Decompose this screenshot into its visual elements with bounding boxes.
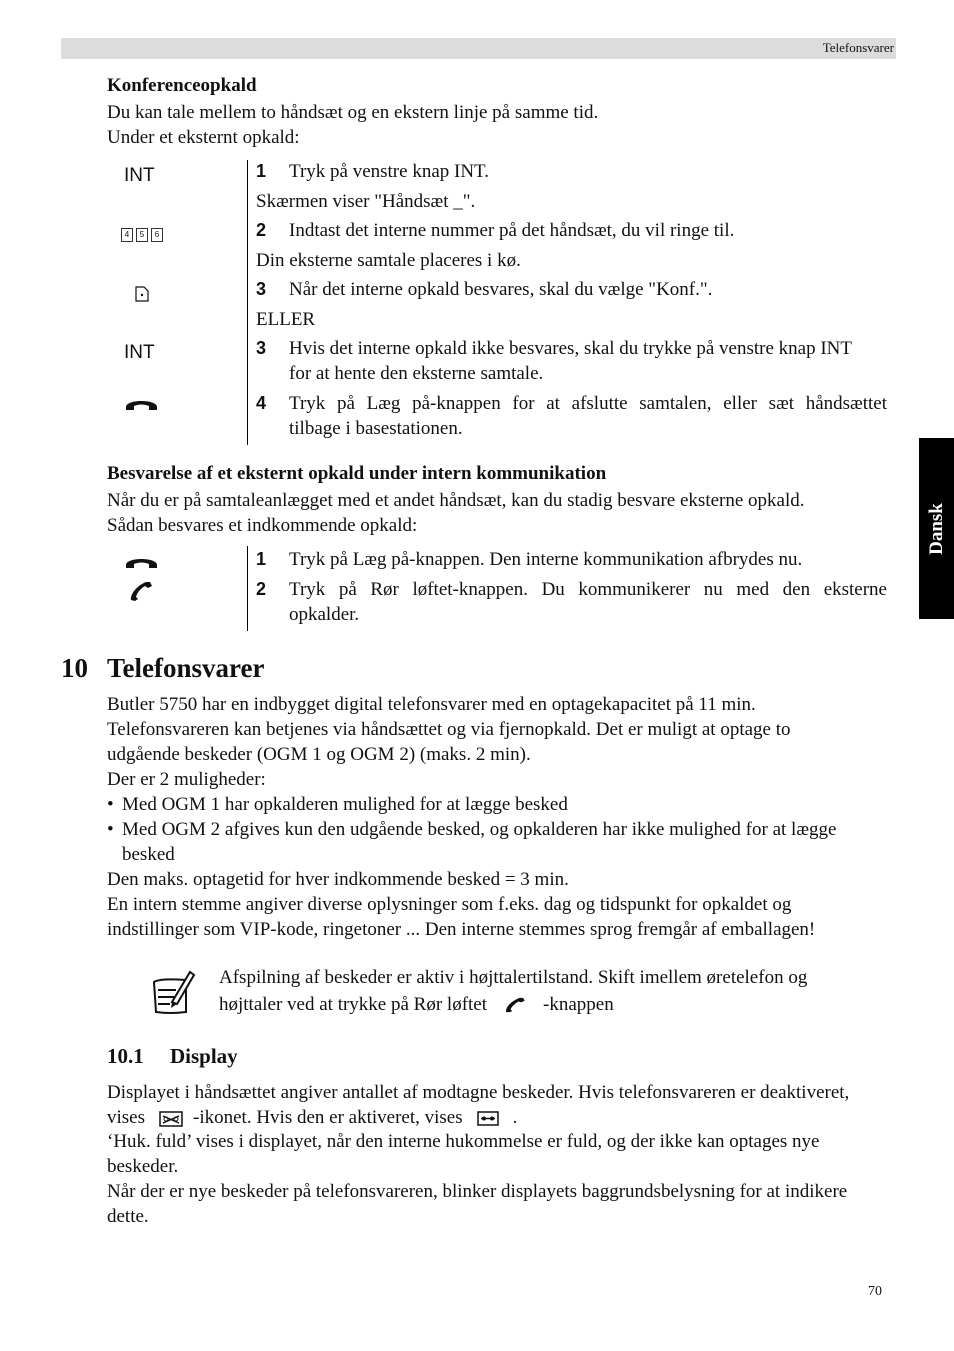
- note-line-2-start: højttaler ved at trykke på Rør løftet: [219, 994, 488, 1015]
- step-number: 4: [256, 393, 267, 413]
- answer-external-intro-1: Når du er på samtaleanlægget med et andet håndsæt, kan du stadig besvare eksterne opkald.: [107, 490, 805, 511]
- step-text-line-1: Hvis det interne opkald ikke besvares, skal du trykke på venstre knap INT: [289, 338, 852, 359]
- softkey-icon: [135, 286, 149, 302]
- answer-step-2: [256, 577, 887, 627]
- conference-step-3: [256, 277, 887, 302]
- answering-machine-on-icon: [477, 1110, 499, 1126]
- step-text-line-1: Tryk på Læg på-knappen for at afslutte samtalen, eller sæt håndsættet: [289, 393, 887, 414]
- conference-or: ELLER: [256, 309, 316, 330]
- step-text-line-2: tilbage i basestationen.: [289, 418, 463, 439]
- step-number: 2: [256, 579, 267, 599]
- section-10-p4: Der er 2 muligheder:: [107, 769, 266, 790]
- bullet-mark: •: [107, 819, 114, 840]
- conference-step-2-note: Din eksterne samtale placeres i kø.: [256, 250, 521, 271]
- step-text: Indtast det interne nummer på det håndsæt, du vil ringe til.: [289, 220, 735, 241]
- section-number: 10.1: [107, 1044, 144, 1068]
- section-title: Display: [170, 1044, 238, 1068]
- step-text-line-1: Tryk på Rør løftet-knappen. Du kommunikerer nu med den eksterne: [289, 579, 887, 600]
- step-text: Tryk på venstre knap INT.: [289, 161, 489, 182]
- display-l1: Displayet i håndsættet angiver antallet af modtagne beskeder. Hvis telefonsvareren er deaktiveret,: [107, 1082, 850, 1103]
- off-hook-icon: [128, 580, 154, 602]
- note-line-2-end: -knappen: [543, 994, 614, 1015]
- language-tab-label: Dansk: [925, 502, 947, 555]
- hang-up-icon: [124, 397, 159, 413]
- step-text: Når det interne opkald besvares, skal du vælge "Konf.".: [289, 279, 713, 300]
- step-number: 1: [256, 549, 267, 569]
- section-10-p3: udgående beskeder (OGM 1 og OGM 2) (maks. 2 min).: [107, 744, 531, 765]
- header-bar: [61, 38, 896, 59]
- note-line-2: [219, 991, 807, 1018]
- section-10-p2: Telefonsvareren kan betjenes via håndsættet og via fjernopkald. Det er muligt at optage to: [107, 719, 791, 740]
- conference-step-4: [256, 391, 887, 441]
- display-l4: beskeder.: [107, 1156, 179, 1177]
- section-10-1-heading: [107, 1044, 238, 1069]
- bullet-text-line-1: Med OGM 2 afgives kun den udgående besked, og opkalderen har ikke mulighed for at lægge: [122, 819, 837, 840]
- step-number: 3: [256, 338, 267, 358]
- section-10-p5: Den maks. optagetid for hver indkommende besked = 3 min.: [107, 869, 569, 890]
- step-text-line-2: for at hente den eksterne samtale.: [289, 363, 544, 384]
- int-key-label: INT: [124, 165, 155, 186]
- page-number: 70: [868, 1284, 882, 1299]
- step-number: 2: [256, 220, 267, 240]
- conference-intro-2: Under et eksternt opkald:: [107, 127, 300, 148]
- display-l3: ‘Huk. fuld’ vises i displayet, når den interne hukommelse er fuld, og der ikke kan optages nye: [107, 1131, 820, 1152]
- section-10-p7: indstillinger som VIP-kode, ringetoner ... Den interne stemmes sprog fremgår af emballagen!: [107, 919, 816, 940]
- step-text-line-2: opkalder.: [289, 604, 360, 625]
- language-tab: [919, 438, 954, 619]
- note-text: [219, 964, 807, 1018]
- answer-external-intro-2: Sådan besvares et indkommende opkald:: [107, 515, 418, 536]
- conference-step-3b: [256, 336, 887, 386]
- conference-step-1-note: Skærmen viser "Håndsæt _".: [256, 191, 476, 212]
- number-keys-icon: [121, 228, 163, 242]
- section-title: Telefonsvarer: [107, 653, 265, 683]
- answer-step-1: [256, 547, 887, 572]
- section-10-p1: Butler 5750 har en indbygget digital telefonsvarer med en optagekapacitet på 11 min.: [107, 694, 756, 715]
- answer-external-heading: Besvarelse af et eksternt opkald under intern kommunikation: [107, 463, 607, 484]
- bullet-mark: •: [107, 794, 114, 815]
- step-number: 3: [256, 279, 267, 299]
- conference-step-2: [256, 218, 887, 243]
- section-10-heading: [61, 653, 265, 684]
- display-l5: Når der er nye beskeder på telefonsvareren, blinker displayets baggrundsbelysning for at indikere: [107, 1181, 848, 1202]
- step-text: Tryk på Læg på-knappen. Den interne kommunikation afbrydes nu.: [289, 549, 803, 570]
- note-icon: [150, 968, 196, 1018]
- bullet-text: Med OGM 1 har opkalderen mulighed for at lægge besked: [122, 794, 568, 815]
- key-6: 6: [151, 228, 163, 242]
- display-l2-b: -ikonet. Hvis den er aktiveret, vises: [193, 1107, 463, 1128]
- answering-machine-off-icon: [159, 1109, 183, 1127]
- header-section-title: Telefonsvarer: [822, 40, 894, 55]
- display-l2-a: vises: [107, 1107, 145, 1128]
- hang-up-icon-2: [124, 555, 159, 571]
- display-l6: dette.: [107, 1206, 149, 1227]
- note-line-1: Afspilning af beskeder er aktiv i højttalertilstand. Skift imellem øretelefon og: [219, 967, 808, 988]
- display-l2-c: .: [512, 1107, 518, 1128]
- key-4: 4: [121, 228, 133, 242]
- conference-step-1: [256, 159, 887, 184]
- step-number: 1: [256, 161, 267, 181]
- answer-step-divider: [247, 546, 248, 631]
- off-hook-icon-inline: [503, 997, 527, 1013]
- conference-intro-1: Du kan tale mellem to håndsæt og en ekstern linje på samme tid.: [107, 102, 599, 123]
- conference-step-divider: [247, 160, 248, 445]
- conference-heading: Konferenceopkald: [107, 75, 257, 96]
- section-10-p6: En intern stemme angiver diverse oplysninger som f.eks. dag og tidspunkt for opkaldet og: [107, 894, 792, 915]
- int-key-label-2: INT: [124, 342, 155, 363]
- bullet-text-line-2: besked: [122, 844, 175, 865]
- section-number: 10: [61, 653, 88, 683]
- key-5: 5: [136, 228, 148, 242]
- display-l2: [107, 1105, 517, 1130]
